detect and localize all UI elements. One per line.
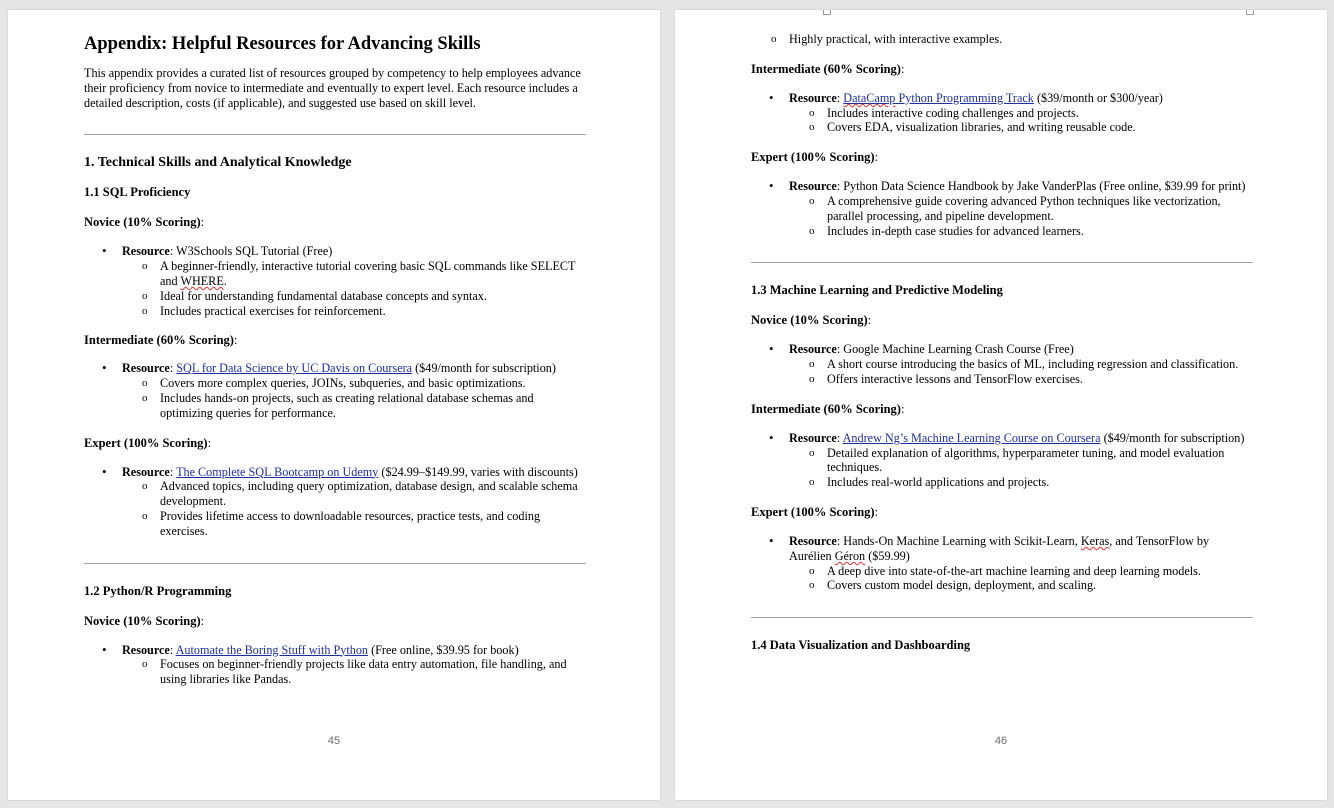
resource-name: Google Machine Learning Crash Course (Free): [843, 342, 1074, 357]
resource-name: , and TensorFlow by Aurélien: [789, 533, 1210, 563]
sql-expert-heading: [84, 435, 586, 451]
page-number: 46: [994, 735, 1008, 747]
colon: :: [207, 435, 212, 450]
subsection-1-4-title: 1.4 Data Visualization and Dashboarding: [751, 638, 971, 653]
resource-price: ($24.99–$149.99, varies with discounts): [378, 464, 578, 479]
sub-list: [789, 357, 1253, 387]
resource-price: ($39/month or $300/year): [1033, 90, 1163, 105]
sub-list-item: o A deep dive into state-of-the-art machine learning and deep learning models.: [789, 564, 1253, 579]
py-expert-heading: [751, 149, 1253, 165]
level-label: Novice (10% Scoring): [84, 613, 201, 628]
sub-list: [122, 259, 586, 318]
sub-list-item: o Includes hands-on projects, such as creating relational database schemas and optimizing queries for performance.: [122, 391, 586, 421]
carryover-sub-list: [751, 32, 1253, 47]
level-label: Expert (100% Scoring): [84, 435, 208, 450]
sub-list: [789, 194, 1253, 238]
sub-list: [122, 479, 586, 538]
sub-list-item: o Detailed explanation of algorithms, hyperparameter tuning, and model evaluation techniques.: [789, 446, 1253, 476]
sub-list: [122, 376, 586, 420]
list-item: • Resource: W3Schools SQL Tutorial (Free) o A beginner-friendly, interactive tutorial covering basic SQL commands like SELECT and WHERE. o Ideal for understanding fundamental database concepts and syntax. o Includes practical exercises for reinforcement.: [84, 244, 586, 318]
level-label: Expert (100% Scoring): [751, 504, 875, 519]
datacamp-link[interactable]: [843, 91, 1034, 105]
py-novice-heading: [84, 613, 586, 629]
sql-coursera-link[interactable]: SQL for Data Science by UC Davis on Coursera: [176, 361, 413, 376]
sub-list-item: o Includes practical exercises for reinforcement.: [122, 304, 586, 319]
resource-label: Resource: [789, 90, 837, 105]
section-1-title: 1. Technical Skills and Analytical Knowledge: [84, 155, 352, 171]
list-item: • Resource: Automate the Boring Stuff with Python (Free online, $39.95 for book) o Focuses on beginner-friendly projects like data entry automation, file handling, and using libraries like Pandas.: [84, 643, 586, 687]
sub-list-item: o Covers more complex queries, JOINs, subqueries, and basic optimizations.: [122, 376, 586, 391]
resource-price: (Free online, $39.95 for book): [368, 642, 519, 657]
sub-list-item: o Highly practical, with interactive examples.: [751, 32, 1253, 47]
resource-label: Resource: [122, 464, 170, 479]
sql-expert-list: [84, 465, 586, 539]
appendix-intro: This appendix provides a curated list of resources grouped by competency to help employees advance their proficiency from novice to intermediate and eventually to expert level. Each resource includes a detailed description, costs (if applicable), and suggested use based on skill level.: [84, 66, 581, 110]
resource-label: Resource: [122, 244, 170, 259]
link-text: Python Programming Track: [895, 90, 1034, 105]
resource-label: Resource: [789, 179, 837, 194]
colon: :: [233, 333, 238, 348]
sub-list-item: o Focuses on beginner-friendly projects like data entry automation, file handling, and using libraries like Pandas.: [122, 657, 586, 687]
resource-name: W3Schools SQL Tutorial (Free): [176, 244, 333, 259]
ml-novice-list: [751, 342, 1253, 386]
ml-intermediate-heading: [751, 401, 1253, 417]
list-item: • Resource: DataCamp Python Programming Track ($39/month or $300/year) o Includes interactive coding challenges and projects. o Covers EDA, visualization libraries, and writing reusable code.: [751, 91, 1253, 135]
sql-novice-heading: [84, 214, 586, 230]
sub-list: [122, 657, 586, 687]
sub-list-item: o Covers custom model design, deployment, and scaling.: [789, 578, 1253, 593]
section-divider: [84, 134, 586, 135]
sub-list-item: o Covers EDA, visualization libraries, and writing reusable code.: [789, 120, 1253, 135]
sub-list: [789, 106, 1253, 136]
level-label: Novice (10% Scoring): [84, 215, 201, 230]
colon: :: [200, 613, 205, 628]
level-label: Novice (10% Scoring): [751, 313, 868, 328]
subsection-1-2-title: 1.2 Python/R Programming: [84, 583, 232, 598]
sub-list-item: o Includes in-depth case studies for advanced learners.: [789, 224, 1253, 239]
list-item: • Resource: Google Machine Learning Crash Course (Free) o A short course introducing the basics of ML, including regression and classification. o Offers interactive lessons and TensorFlow exercises.: [751, 342, 1253, 386]
spellcheck-word: DataCamp: [843, 90, 896, 105]
list-item: • Resource: Hands-On Machine Learning with Scikit-Learn, Keras, and TensorFlow by Aurélien Géron ($59.99) o A deep dive into state-of-the-art machine learning and deep learning models. o Covers custom model design, deployment, and scaling.: [751, 534, 1253, 593]
resource-name: Python Data Science Handbook by Jake VanderPlas (Free online, $39.99 for print): [843, 179, 1246, 194]
sql-intermediate-list: [84, 361, 586, 420]
py-intermediate-heading: [751, 61, 1253, 77]
colon: :: [874, 504, 879, 519]
colon: :: [900, 401, 905, 416]
sub-list-item: o Includes interactive coding challenges and projects.: [789, 106, 1253, 121]
spellcheck-word: Géron: [834, 548, 866, 563]
list-item: • Resource: SQL for Data Science by UC Davis on Coursera ($49/month for subscription) o Covers more complex queries, JOINs, subqueries, and basic optimizations. o Includes hands-on projects, such as creating relational database schemas and optimizing queries for performance.: [84, 361, 586, 420]
sub-list-item: o A comprehensive guide covering advanced Python techniques like vectorization, parallel processing, and pipeline development.: [789, 194, 1253, 224]
resource-label: Resource: [789, 342, 837, 357]
section-divider: [751, 617, 1253, 618]
section-divider: [751, 262, 1253, 263]
sql-udemy-link[interactable]: The Complete SQL Bootcamp on Udemy: [176, 464, 379, 479]
sql-novice-list: [84, 244, 586, 318]
sub-list-item: [122, 259, 586, 289]
resource-price: ($49/month for subscription): [1100, 430, 1245, 445]
appendix-title: Appendix: Helpful Resources for Advancing Skills: [84, 34, 481, 54]
py-expert-list: [751, 179, 1253, 238]
sql-intermediate-heading: [84, 332, 586, 348]
subsection-1-3-title: 1.3 Machine Learning and Predictive Modeling: [751, 283, 1003, 298]
document-page-46: [675, 10, 1327, 800]
sub-list-item: o Offers interactive lessons and TensorFlow exercises.: [789, 372, 1253, 387]
resource-price: ($59.99): [865, 548, 910, 563]
colon: :: [867, 313, 872, 328]
andrew-ng-coursera-link[interactable]: Andrew Ng’s Machine Learning Course on Coursera: [842, 430, 1101, 445]
colon: :: [900, 61, 905, 76]
sub-list: [789, 564, 1253, 594]
ml-intermediate-list: [751, 431, 1253, 490]
resource-label: Resource: [122, 642, 170, 657]
colon: :: [874, 150, 879, 165]
subsection-1-1-title: 1.1 SQL Proficiency: [84, 185, 191, 200]
section-divider: [84, 563, 586, 564]
level-label: Intermediate (60% Scoring): [84, 333, 234, 348]
spellcheck-word: WHERE: [180, 273, 224, 288]
sub-text: A beginner-friendly, interactive tutorial covering basic SQL commands like SELECT and: [160, 259, 576, 288]
colon: :: [200, 215, 205, 230]
ml-expert-list: [751, 534, 1253, 593]
sub-list-item: o Provides lifetime access to downloadable resources, practice tests, and coding exercises.: [122, 509, 586, 539]
resource-price: ($49/month for subscription): [412, 361, 556, 376]
page-content: [84, 10, 586, 687]
ml-expert-heading: [751, 504, 1253, 520]
resource-label: Resource: [789, 533, 837, 548]
resource-label: Resource: [122, 361, 170, 376]
level-label: Expert (100% Scoring): [751, 150, 875, 165]
ml-novice-heading: [751, 312, 1253, 328]
sub-list-item: o Includes real-world applications and projects.: [789, 475, 1253, 490]
level-label: Intermediate (60% Scoring): [751, 61, 901, 76]
page-content: [751, 10, 1253, 653]
resource-name: Hands-On Machine Learning with Scikit-Learn,: [843, 533, 1081, 548]
level-label: Intermediate (60% Scoring): [751, 401, 901, 416]
list-item: • Resource: The Complete SQL Bootcamp on Udemy ($24.99–$149.99, varies with discounts) o Advanced topics, including query optimization, database design, and scalable schema development. o Provides lifetime access to downloadable resources, practice tests, and coding exercises.: [84, 465, 586, 539]
sub-list-item: o A short course introducing the basics of ML, including regression and classification.: [789, 357, 1253, 372]
py-intermediate-list: [751, 91, 1253, 135]
spellcheck-word: Keras: [1080, 533, 1110, 548]
sub-list-item: o Advanced topics, including query optimization, database design, and scalable schema development.: [122, 479, 586, 509]
sub-list: [789, 446, 1253, 490]
resource-label: Resource: [789, 430, 837, 445]
list-item: • Resource: Andrew Ng’s Machine Learning Course on Coursera ($49/month for subscription) o Detailed explanation of algorithms, hyperparameter tuning, and model evaluation techniques. o Includes real-world applications and projects.: [751, 431, 1253, 490]
sub-text-end: .: [223, 273, 227, 288]
list-item: • Resource: Python Data Science Handbook by Jake VanderPlas (Free online, $39.99 for print) o A comprehensive guide covering advanced Python techniques like vectorization, parallel processing, and pipeline development. o Includes in-depth case studies for advanced learners.: [751, 179, 1253, 238]
page-number: 45: [327, 735, 341, 747]
py-novice-list: [84, 643, 586, 687]
automate-boring-stuff-link[interactable]: Automate the Boring Stuff with Python: [175, 642, 369, 657]
sub-list-item: o Ideal for understanding fundamental database concepts and syntax.: [122, 289, 586, 304]
document-page-45: [8, 10, 660, 800]
